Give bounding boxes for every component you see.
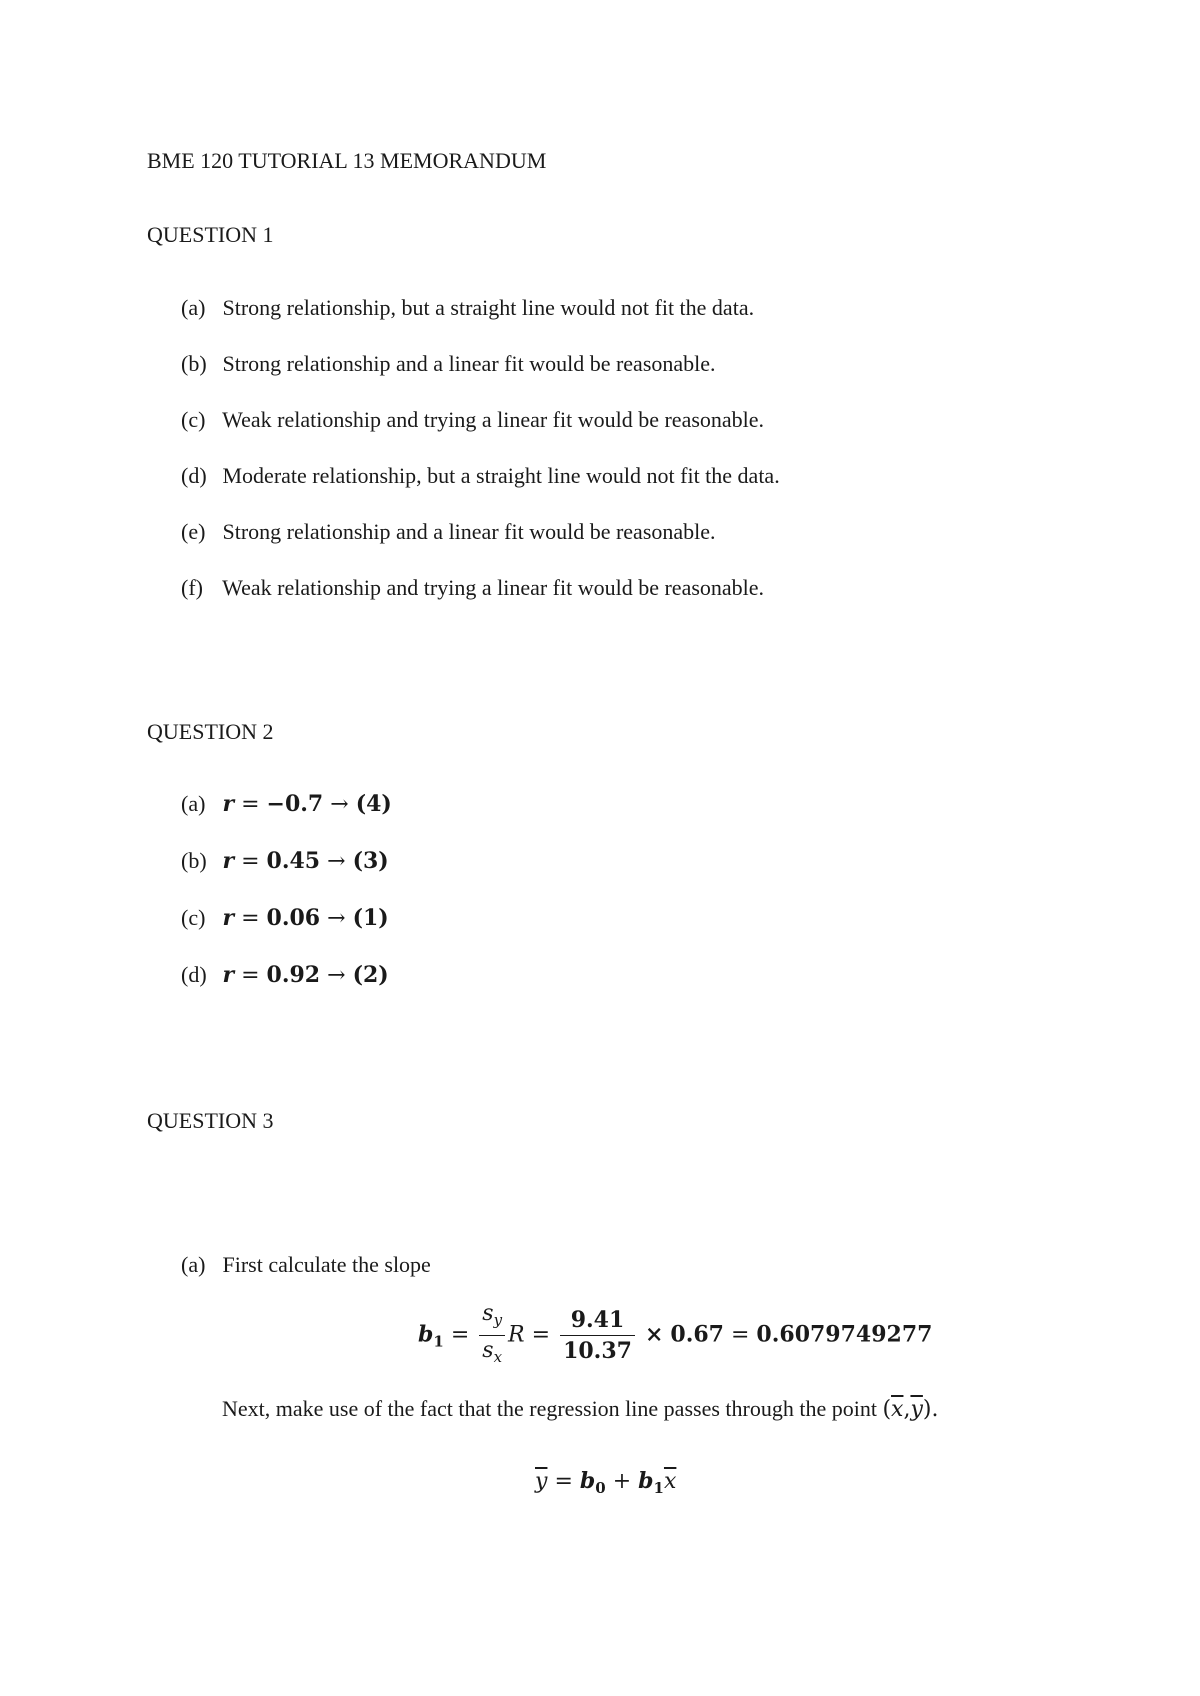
slope-lhs-sub: 1 [433, 1332, 444, 1351]
q2-item-d-result: (2) [352, 962, 389, 988]
numeric-fraction [560, 1306, 635, 1365]
next-text: Next, make use of the fact that the regression line passes through the point [222, 1396, 877, 1421]
q2-item-c-eq: = [241, 906, 260, 931]
sy-over-sx-fraction [479, 1300, 505, 1371]
q1-item-a-text: Strong relationship, but a straight line would not fit the data. [222, 295, 755, 320]
q1-item-c [181, 407, 764, 433]
q1-item-b [181, 351, 716, 377]
point-open: ( [882, 1397, 892, 1422]
q2-item-d [181, 962, 389, 989]
q1-item-b-text: Strong relationship and a linear fit would be reasonable. [222, 351, 716, 376]
mean-plus: + [612, 1469, 632, 1494]
q2-item-a-arrow: → [330, 792, 349, 817]
mean-b0-sub: 0 [595, 1479, 606, 1497]
q1-item-e-text: Strong relationship and a linear fit would be reasonable. [222, 519, 716, 544]
mean-xbar: $\overline{x}$ [663, 1469, 677, 1494]
question-2-heading: QUESTION 2 [147, 719, 274, 744]
q2-item-d-value: 0.92 [266, 962, 321, 988]
slope-r-var: R [508, 1322, 525, 1348]
q3-part-a-label: (a) [181, 1252, 206, 1277]
q2-item-d-label: (d) [181, 962, 207, 987]
numeric-num: 9.41 [560, 1306, 635, 1336]
q1-item-d-text: Moderate relationship, but a straight line would not fit the data. [222, 463, 780, 488]
q2-item-c [181, 905, 389, 932]
q2-item-b-eq: = [241, 849, 260, 874]
point-close: ). [922, 1397, 939, 1422]
point-comma: , [903, 1397, 911, 1422]
point-ybar: $\overline{y}$ [910, 1397, 923, 1422]
q1-item-a [181, 295, 754, 321]
frac-den-sub: x [493, 1348, 503, 1366]
q2-item-a-value: −0.7 [266, 791, 324, 817]
slope-eq-sign-2: = [531, 1322, 551, 1348]
q2-item-a-label: (a) [181, 791, 206, 816]
q2-item-b-result: (3) [352, 848, 389, 874]
q1-item-f-text: Weak relationship and trying a linear fit would be reasonable. [222, 575, 765, 600]
frac-num-var: s [482, 1301, 494, 1326]
q1-item-f [181, 575, 764, 601]
q2-item-a-eq: = [241, 792, 260, 817]
mean-b1-sub: 1 [653, 1479, 664, 1497]
q1-item-c-label: (c) [181, 407, 206, 432]
q2-item-d-var: r [222, 962, 235, 988]
q2-item-b [181, 848, 389, 875]
q1-item-a-label: (a) [181, 295, 206, 320]
q2-item-c-var: r [222, 905, 235, 931]
q2-item-d-arrow: → [327, 963, 346, 988]
point-xbar: $\overline{x}$ [891, 1397, 904, 1422]
q1-item-d [181, 463, 780, 489]
mean-eq-sign: = [554, 1469, 573, 1494]
mean-lhs-ybar: $\overline{y}$ [535, 1469, 548, 1494]
slope-eq-sign: = [450, 1322, 470, 1348]
q1-item-c-text: Weak relationship and trying a linear fit would be reasonable. [222, 407, 765, 432]
q2-item-a [181, 791, 392, 818]
slope-eq-sign-3: = [730, 1322, 750, 1348]
q2-item-a-var: r [222, 791, 235, 817]
q1-item-d-label: (d) [181, 463, 207, 488]
frac-num-sub: y [493, 1311, 503, 1329]
times-sign: × [644, 1321, 664, 1348]
q2-item-b-arrow: → [327, 849, 346, 874]
q2-item-b-label: (b) [181, 848, 207, 873]
q3-part-a-intro: First calculate the slope [222, 1252, 431, 1277]
q2-item-b-var: r [222, 848, 235, 874]
q2-item-c-result: (1) [352, 905, 389, 931]
q1-item-e-label: (e) [181, 519, 206, 544]
mean-b1: b [638, 1468, 654, 1494]
q3-part-a [181, 1252, 431, 1278]
q2-item-c-label: (c) [181, 905, 206, 930]
q2-item-b-value: 0.45 [266, 848, 321, 874]
q1-item-e [181, 519, 716, 545]
mean-b0: b [579, 1468, 596, 1494]
question-3-heading: QUESTION 3 [147, 1108, 274, 1133]
question-1-heading: QUESTION 1 [147, 222, 274, 247]
q1-item-b-label: (b) [181, 351, 207, 376]
frac-den-var: s [482, 1338, 494, 1363]
q2-item-c-arrow: → [327, 906, 346, 931]
q2-item-c-value: 0.06 [266, 905, 321, 931]
slope-lhs-var: b [418, 1321, 434, 1348]
slope-equation [418, 1300, 932, 1371]
document-title: BME 120 TUTORIAL 13 MEMORANDUM [147, 148, 547, 173]
q3-next-text [222, 1396, 938, 1423]
mean-equation [535, 1468, 676, 1497]
q2-item-a-result: (4) [355, 791, 392, 817]
q2-item-d-eq: = [241, 963, 260, 988]
numeric-den: 10.37 [563, 1338, 632, 1364]
r-value: 0.67 [670, 1321, 724, 1348]
slope-result: 0.6079749277 [756, 1321, 933, 1348]
q1-item-f-label: (f) [181, 575, 203, 600]
